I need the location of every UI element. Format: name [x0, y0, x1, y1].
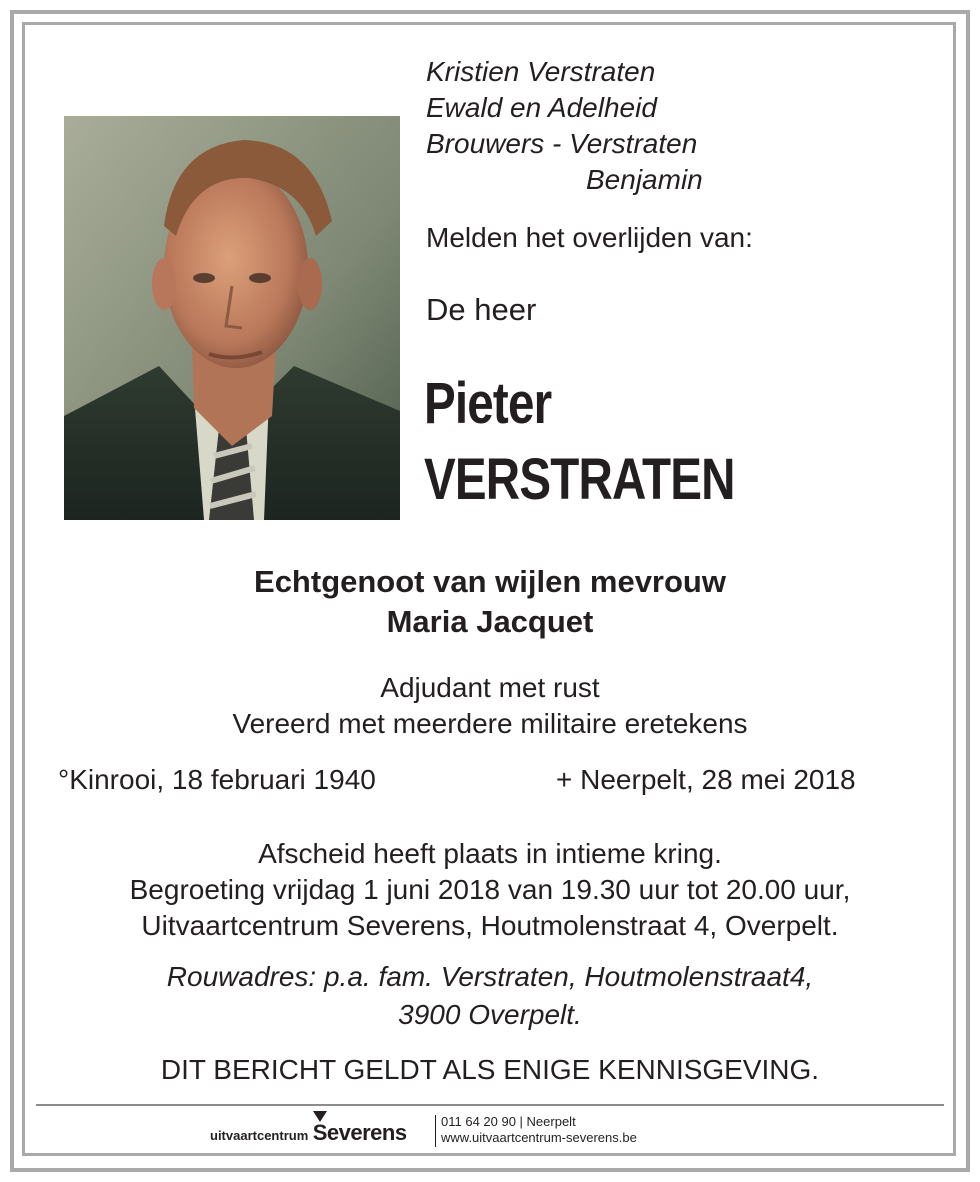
ceremony-line: Begroeting vrijdag 1 juni 2018 van 19.30 uur tot 20.00 uur, — [129, 874, 851, 905]
notice-text: DIT BERICHT GELDT ALS ENIGE KENNISGEVING. — [160, 1054, 820, 1085]
family-names — [426, 54, 703, 198]
deceased-first-name: Pieter — [424, 371, 552, 436]
phone-line: 011 64 20 90 | Neerpelt — [441, 1114, 576, 1129]
portrait-photo — [64, 116, 400, 520]
address-line: Rouwadres: p.a. fam. Verstraten, Houtmolenstraat4, — [166, 961, 814, 992]
footer-separator — [435, 1115, 436, 1147]
ceremony-block — [0, 836, 980, 944]
footer-contact — [441, 1114, 637, 1146]
website-link[interactable]: www.uitvaartcentrum-severens.be — [441, 1130, 637, 1145]
ceremony-line: Afscheid heeft plaats in intieme kring. — [258, 838, 722, 869]
rank-line: Adjudant met rust — [380, 672, 600, 703]
deceased-last-name: VERSTRATEN — [424, 447, 735, 512]
rank-line: Vereerd met meerdere militaire eretekens — [232, 708, 748, 739]
brand-small-text: uitvaartcentrum — [210, 1128, 309, 1143]
spouse-name: Maria Jacquet — [386, 604, 594, 639]
spouse-block — [0, 562, 980, 642]
spouse-line: Echtgenoot van wijlen mevrouw — [254, 564, 726, 599]
family-line: Brouwers - Verstraten — [426, 128, 698, 159]
family-line: Kristien Verstraten — [426, 56, 656, 87]
birth-date: °Kinrooi, 18 februari 1940 — [58, 764, 376, 795]
death-date: + Neerpelt, 28 mei 2018 — [556, 764, 856, 795]
announcement-text: Melden het overlijden van: — [426, 222, 753, 253]
ceremony-line: Uitvaartcentrum Severens, Houtmolenstraat 4, Overpelt. — [141, 910, 839, 941]
rank-block — [0, 670, 980, 742]
funeral-home-logo — [210, 1120, 407, 1146]
brand-name: Severens — [312, 1120, 407, 1145]
address-line: 3900 Overpelt. — [398, 999, 582, 1030]
footer-divider — [36, 1104, 944, 1106]
family-line: Benjamin — [586, 164, 703, 195]
honorific: De heer — [426, 292, 537, 327]
family-line: Ewald en Adelheid — [426, 92, 657, 123]
mourning-address — [0, 958, 980, 1034]
